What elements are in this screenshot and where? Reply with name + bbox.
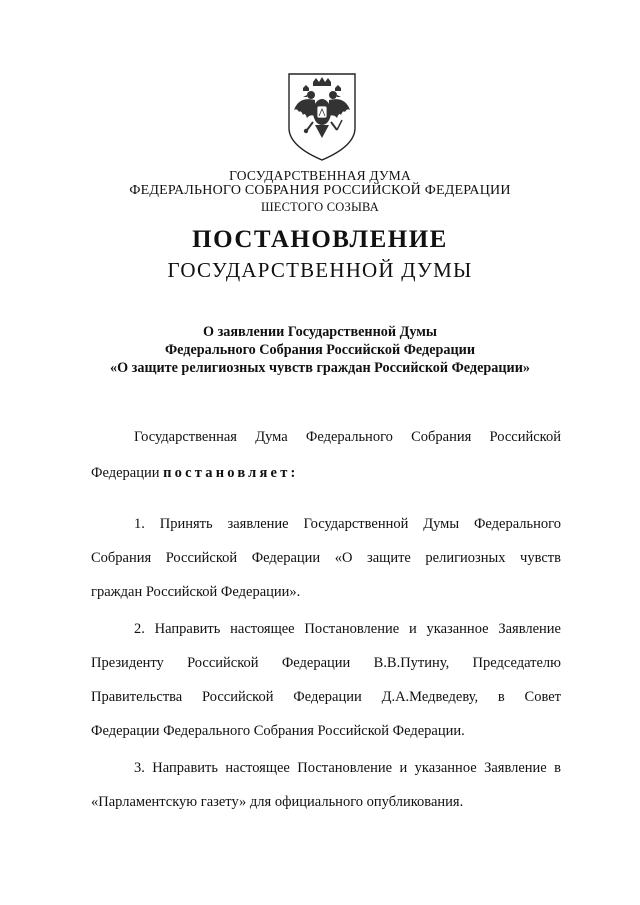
- decree-word: постановляет:: [163, 465, 299, 481]
- item3-line-1: 3. Направить настоящее Постановление и указанное Заявление в: [134, 760, 561, 776]
- item3-line-2: «Парламентскую газету» для официального опубликования.: [91, 794, 464, 810]
- subject-line-3: «О защите религиозных чувств граждан Российской Федерации»: [110, 360, 530, 376]
- item1-line-2: Собрания Российской Федерации «О защите религиозных чувств: [91, 550, 561, 566]
- item2-line-2: Президенту Российской Федерации В.В.Путину, Председателю: [91, 655, 561, 671]
- subject-line-2: Федерального Собрания Российской Федерации: [164, 342, 476, 358]
- item1-line-3: граждан Российской Федерации».: [91, 584, 301, 600]
- header-assembly: ФЕДЕРАЛЬНОГО СОБРАНИЯ РОССИЙСКОЙ ФЕДЕРАЦИИ: [129, 183, 511, 198]
- document-title: ПОСТАНОВЛЕНИЕ: [192, 226, 448, 253]
- item2-line-3: Правительства Российской Федерации Д.А.Медведеву, в Совет: [91, 689, 561, 705]
- item2-line-4: Федерации Федерального Собрания Российской Федерации.: [91, 723, 465, 739]
- preamble-line-2: [91, 465, 299, 482]
- document-subtitle: ГОСУДАРСТВЕННОЙ ДУМЫ: [167, 258, 473, 282]
- header-duma: ГОСУДАРСТВЕННАЯ ДУМА: [229, 168, 411, 183]
- preamble-federation: Федерации: [91, 465, 160, 481]
- header-convocation: ШЕСТОГО СОЗЫВА: [260, 200, 380, 214]
- preamble-line-1: Государственная Дума Федерального Собрания Российской: [134, 429, 561, 445]
- subject-line-1: О заявлении Государственной Думы: [203, 324, 437, 340]
- item2-line-1: 2. Направить настоящее Постановление и указанное Заявление: [134, 621, 561, 637]
- coat-of-arms-icon: [285, 70, 359, 162]
- item1-line-1: 1. Принять заявление Государственной Думы Федерального: [134, 516, 561, 532]
